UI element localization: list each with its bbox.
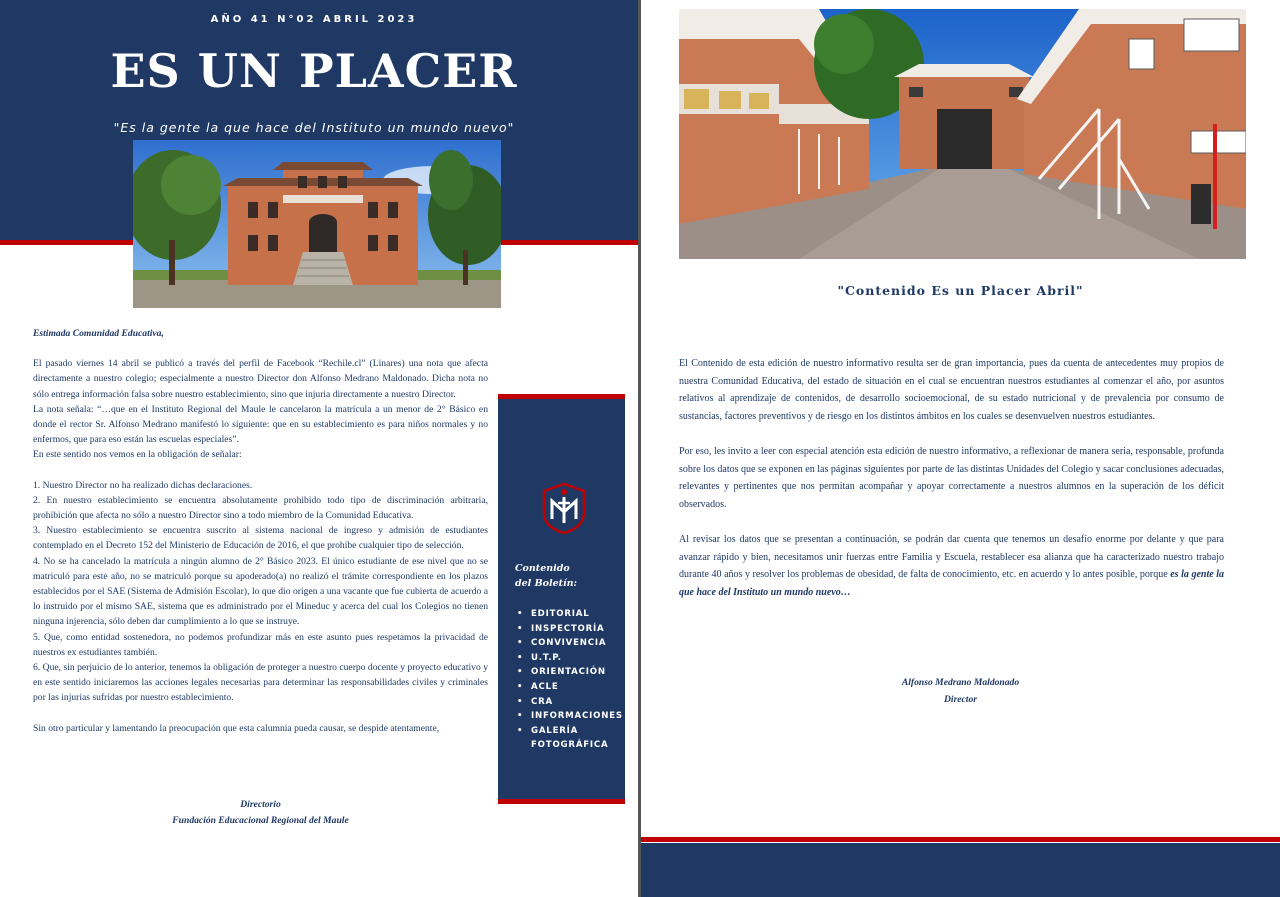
- newsletter-page-left: [0, 0, 638, 897]
- signature-line-1: Directorio: [240, 799, 281, 810]
- letter-point: 1. Nuestro Director no ha realizado dichas declaraciones.: [33, 479, 253, 491]
- school-corridor-photo: [679, 9, 1246, 259]
- issue-line: AÑO 41 N°02 ABRIL 2023: [210, 14, 418, 25]
- letter-paragraph: En este sentido nos vemos en la obligación de señalar:: [33, 449, 242, 461]
- contents-item-utp: • U.T.P.: [516, 651, 622, 666]
- letter-signature: [33, 797, 488, 828]
- contents-item-informaciones: • INFORMACIONES: [516, 709, 622, 724]
- editorial-paragraph: Por eso, les invito a leer con especial atención esta edición de nuestro informativo, a reflexionar de manera seria, responsable, profunda sobre los datos que se exponen en las páginas siguientes por parte de las distintas Unidades del Colegio y sacar conclusiones adecuadas, relevantes y pertinentes que nos permitan acompañar y apoyar correctamente a nuestros alumnos en la superación de los déficit observados.: [679, 445, 1224, 510]
- footer-band: [641, 843, 1280, 897]
- newsletter-tagline: "Es la gente la que hace del Instituto un mundo nuevo": [113, 120, 515, 135]
- director-name: Alfonso Medrano Maldonado: [901, 677, 1020, 688]
- letter-point: 4. No se ha cancelado la matrícula a ningún alumno de 2° Básico 2023. El único estudiante de ese nivel que no se matriculó para este año, no se matriculó porque su apoderado(a) no realizó el trámite correspondiente en los plazos establecidos por el SAE (Sistema de Admisión Escolar), lo que dio origen a una vacante que fue cubierta de acuerdo a lo instruido por el mismo SAE, sistema que es administrado por el Mineduc y acerca del cual los Colegios no tienen ninguna injerencia, sólo deben dar cumplimiento a lo que se instruye.: [33, 555, 488, 628]
- sidebar-heading-line-2: del Boletín:: [515, 577, 578, 589]
- contents-item-convivencia: • CONVIVENCIA: [516, 636, 622, 651]
- letter-point: 3. Nuestro establecimiento se encuentra suscrito al sistema nacional de ingreso y admisión de estudiantes contemplado en el Decreto 152 del Ministerio de Educación de 2016, el que prohíbe cualquier tipo de selección.: [33, 525, 488, 552]
- editorial-final-emphasis: es la gente la que hace del Instituto un mundo nuevo…: [679, 569, 1224, 598]
- contents-item-cra: • CRA: [516, 695, 622, 710]
- sidebar-heading-line-1: Contenido: [515, 563, 570, 574]
- newsletter-page-right: [641, 0, 1280, 897]
- letter-point: 6. Que, sin perjuicio de lo anterior, tenemos la obligación de proteger a nuestro cuerpo docente y proyecto educativo y en este sentido iniciaremos las acciones legales necesarias para determinar las responsabilidades civiles y criminales por las injurias sufridas por nuestro establecimiento.: [33, 662, 488, 704]
- contents-item-galeria: • GALERÍA FOTOGRÁFICA: [516, 724, 622, 753]
- contents-item-inspectoria: • INSPECTORÍA: [516, 622, 622, 637]
- editorial-paragraph: El Contenido de esta edición de nuestro informativo resulta ser de gran importancia, pues da cuenta de antecedentes muy propios de nuestra Comunidad Educativa, del estado de situación en el cual se encuentran nuestros estudiantes al comenzar el año, por asuntos relativos al aprendizaje de contenidos, de desarrollo socioemocional, de su estado nutricional y de prevalencia por consumo de sustancias, factores preventivos y de riesgo en los distintos ámbitos en los cuales se desenvuelven nuestros estudiantes.: [679, 358, 1224, 422]
- newsletter-title: ES UN PLACER: [110, 44, 518, 98]
- contents-sidebar: [498, 394, 625, 804]
- sidebar-red-rule-bottom: [498, 799, 625, 804]
- sidebar-red-rule-top: [498, 394, 625, 399]
- letter-greeting: Estimada Comunidad Educativa,: [33, 328, 164, 339]
- signature-line-2: Fundación Educacional Regional del Maule: [172, 814, 349, 826]
- letter-paragraph: La nota señala: “…que en el Instituto Regional del Maule le cancelaron la matrícula a un menor de 2° Básico en donde el rector Sr. Alfonso Medrano manifestó lo siguiente: que en su establecimiento es para niños normales y no enfermos, que para eso están las escuelas especiales”.: [33, 403, 488, 446]
- footer-red-rule: [641, 837, 1280, 842]
- spacer: [33, 706, 488, 721]
- contents-item-orientacion: • ORIENTACIÓN: [516, 665, 622, 680]
- content-heading: "Contenido Es un Placer Abril": [837, 283, 1084, 298]
- letter-points-list: [33, 478, 488, 706]
- letter-point: 2. En nuestro establecimiento se encuentra absolutamente prohibido todo tipo de discriminación arbitraria, prohibición que afecta no sólo a nuestro Director sino a todo miembro de la Comunidad Educativa.: [33, 494, 488, 522]
- sidebar-heading: [515, 562, 615, 591]
- director-role: Director: [943, 694, 978, 705]
- sidebar-contents-list: [516, 607, 622, 753]
- editorial-body: [679, 355, 1224, 619]
- letter-point: 5. Que, como entidad sostenedora, no podemos profundizar más en este asunto pues respetamos la privacidad de nuestros ex estudiantes también.: [33, 631, 488, 658]
- director-signature: [641, 674, 1280, 708]
- editorial-paragraph-final: [679, 531, 1224, 601]
- spacer: [33, 463, 488, 478]
- letter-closing: Sin otro particular y lamentando la preocupación que esta calumnia pueda causar, se despide atentamente,: [33, 722, 440, 734]
- editorial-final-text: Al revisar los datos que se presentan a continuación, se podrán dar cuenta que tenemos un desafío enorme por delante y que para avanzar rápido y bien, necesitamos unir fuerzas entre Familia y Escuela, restablecer esa alianza que ha caracterizado nuestro trabajo durante 40 años y resolver los problemas de obesidad, de falta de conocimiento, etc. en acuerdo y lo antes posible, porque: [679, 533, 1224, 581]
- contents-item-editorial: • EDITORIAL: [516, 607, 622, 622]
- letter-body: [33, 326, 488, 736]
- contents-item-acle: • ACLE: [516, 680, 622, 695]
- school-building-photo: [133, 140, 501, 308]
- letter-paragraph: El pasado viernes 14 abril se publicó a través del perfil de Facebook “Rechile.cl” (Linares) una nota que afecta directamente a nuestro colegio; especialmente a nuestro Director don Alfonso Medrano Maldonado. Dicha nota no sólo entrega información falsa sobre nuestro establecimiento, sino que injuria directamente a nuestro Director.: [33, 358, 488, 400]
- school-crest-icon: [540, 481, 588, 535]
